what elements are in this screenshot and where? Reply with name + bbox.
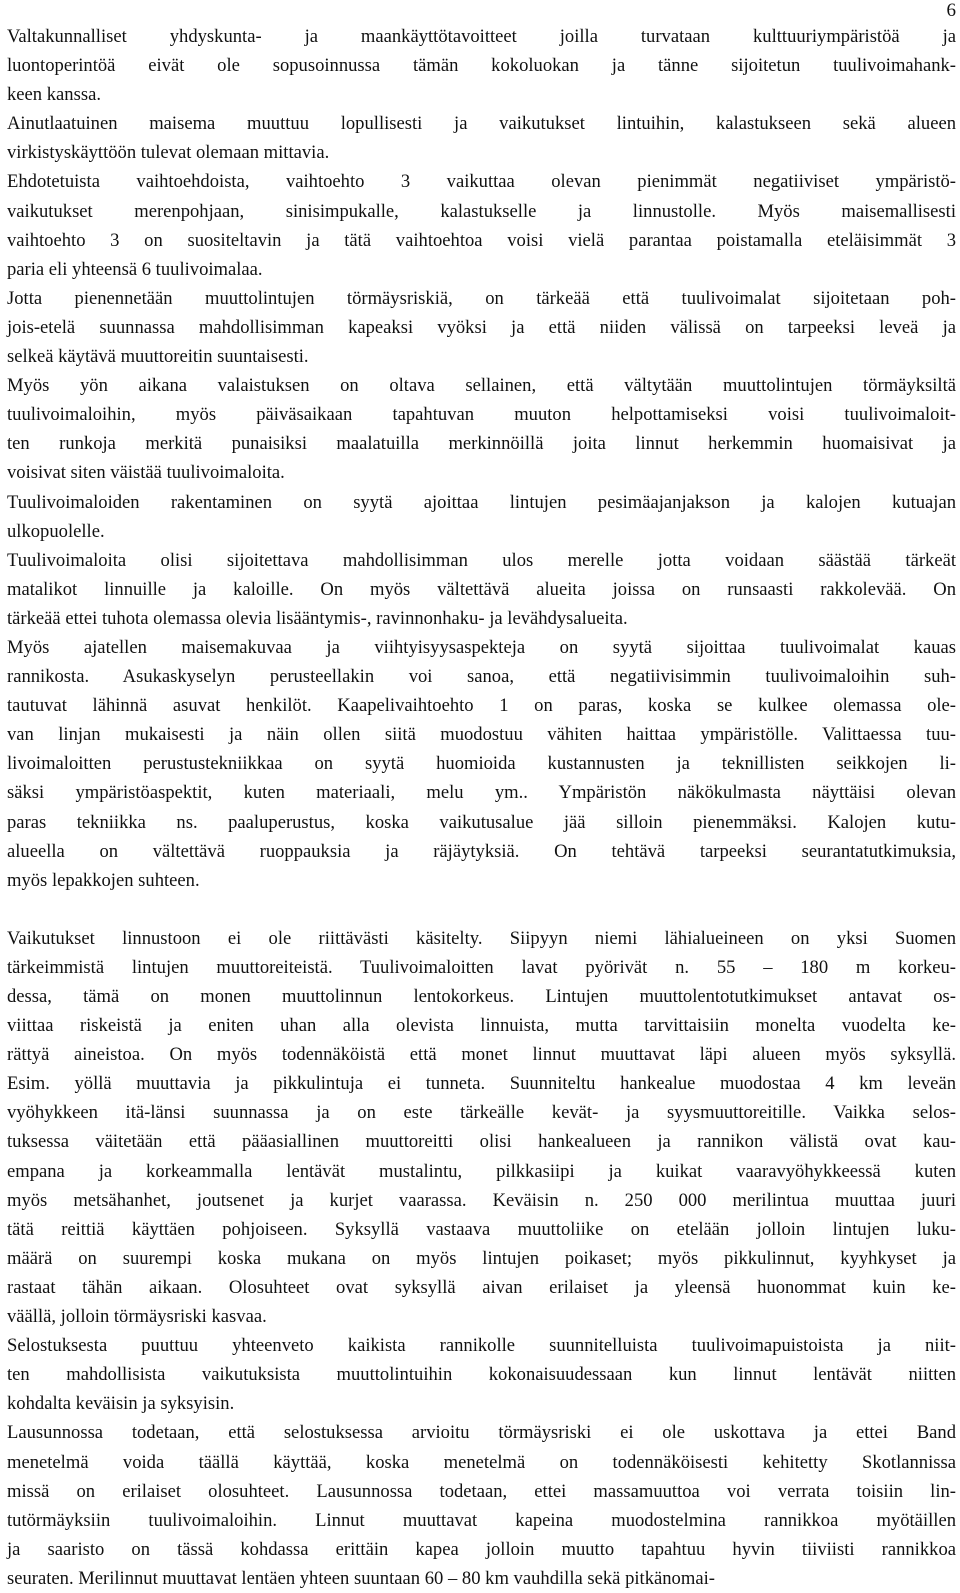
page-number: 6	[946, 0, 956, 21]
text-line: säksi ympäristöaspektit, kuten materiaali, melu ym.. Ympäristön näkökulmasta näyttäisi olevan	[7, 782, 956, 804]
text-line: Tuulivoimaloiden rakentaminen on syytä ajoittaa lintujen pesimäajanjakson ja kalojen kutuajan	[7, 491, 956, 513]
text-line: ten mahdollisista vaikutuksista muuttolintuihin kokonaisuudessaan kun linnut lentävät niitten	[7, 1364, 956, 1386]
text-line: van linjan mukaisesti ja näin ollen siitä muodostuu vähiten haittaa ympäristölle. Valittaessa tuu-	[7, 724, 956, 746]
text-line: tuksessa väitetään että pääasiallinen muuttoreitti olisi hankealueen ja rannikon välistä ovat kau-	[7, 1131, 956, 1153]
text-line: livoimaloitten perustustekniikkaa on syytä huomioida kustannusten ja teknillisten seikkojen li-	[7, 753, 956, 775]
text-line: matalikot linnuille ja kaloille. On myös vältettävä alueita joissa on runsaasti rakkolevää. On	[7, 578, 956, 600]
text-line: missä on erilaiset olosuhteet. Lausunnossa todetaan, ettei massamuuttoa voi verrata toisiin lin-	[7, 1480, 956, 1502]
text-line: tautuvat lähinnä asuvat henkilöt. Kaapelivaihtoehto 1 on paras, koska se kulkee olemassa ole-	[7, 695, 956, 717]
text-line: väällä, jolloin törmäysriski kasvaa.	[7, 1306, 267, 1328]
text-line: Ehdotetuista vaihtoehdoista, vaihtoehto 3 vaikuttaa olevan pienimmät negatiiviset ympäristö-	[7, 171, 956, 193]
text-line: paria eli yhteensä 6 tuulivoimalaa.	[7, 258, 263, 280]
text-line: ten runkoja merkitä punaisiksi maalatuilla merkinnöillä joita linnut herkemmin huomaisivat ja	[7, 433, 956, 455]
text-line: rastaat tähän aikaan. Olosuhteet ovat syksyllä aivan erilaiset ja yleensä huonommat kuin ke-	[7, 1276, 956, 1298]
text-line: empana ja korkeammalla lentävät mustalintu, pilkkasiipi ja kuikat vaaravyöhykkeessä kuten	[7, 1160, 956, 1182]
text-line: selkeä käytävä muuttoreitin suuntaisesti.	[7, 346, 309, 368]
text-line: Ainutlaatuinen maisema muuttuu lopullisesti ja vaikutukset lintuihin, kalastukseen sekä alueen	[7, 113, 956, 135]
text-line: Selostuksesta puuttuu yhteenveto kaikista rannikolle suunnitelluista tuulivoimapuistoista ja niit-	[7, 1335, 956, 1357]
text-line: rättyä aineistoa. On myös todennäköistä että monet linnut muuttavat läpi alueen myös syksyllä.	[7, 1044, 956, 1066]
text-line: tärkeimmistä lintujen muuttoreiteistä. Tuulivoimaloitten lavat pyörivät n. 55 – 180 m korkeu-	[7, 956, 956, 978]
text-line: ulkopuolelle.	[7, 520, 105, 542]
text-line: tuulivoimaloihin, myös päiväsaikaan tapahtuvan muuton helpottamiseksi voisi tuulivoimaloit-	[7, 404, 956, 426]
paragraph	[7, 22, 956, 109]
text-line: määrä on suurempi koska mukana on myös lintujen poikaset; myös pikkulinnut, kyyhkyset ja	[7, 1247, 956, 1269]
text-line: ja saaristo on tässä kohdassa erittäin kapea jolloin muutto tapahtuu hyvin tiiviisti rannikkoa	[7, 1538, 956, 1560]
text-line: rannikosta. Asukaskyselyn perusteellakin voi sanoa, että negatiivisimmin tuulivoimaloihin suh-	[7, 666, 956, 688]
text-line: myös metsähanhet, joutsenet ja kurjet vaarassa. Keväisin n. 250 000 merilintua muuttaa juuri	[7, 1189, 956, 1211]
text-line: Tuulivoimaloita olisi sijoitettava mahdollisimman ulos merelle jotta voidaan säästää tärkeät	[7, 549, 956, 571]
text-line: Jotta pienennetään muuttolintujen törmäysriskiä, on tärkeää että tuulivoimalat sijoitetaan poh-	[7, 287, 956, 309]
text-line: seuraten. Merilinnut muuttavat lentäen yhteen suuntaan 60 – 80 km vauhdilla sekä pitkänomai-	[7, 1567, 715, 1589]
text-line: paras tekniikka ns. paaluperustus, koska vaikutusalue jää silloin pienemmäksi. Kalojen kutu-	[7, 811, 956, 833]
paragraph	[7, 109, 956, 167]
paragraph	[7, 633, 956, 895]
text-line: vaihtoehto 3 on suositeltavin ja tätä vaihtoehtoa voisi vielä parantaa poistamalla eteläisimmät 3	[7, 229, 956, 251]
text-line: Myös yön aikana valaistuksen on oltava sellainen, että vältytään muuttolintujen törmäyksiltä	[7, 375, 956, 397]
paragraph	[7, 1331, 956, 1418]
text-line: Myös ajatellen maisemakuvaa ja viihtyisyysaspekteja on syytä sijoittaa tuulivoimalat kauas	[7, 636, 956, 658]
paragraph	[7, 924, 956, 1331]
paragraph	[7, 371, 956, 487]
text-line: keen kanssa.	[7, 84, 101, 106]
text-line: Valtakunnalliset yhdyskunta- ja maankäyttötavoitteet joilla turvataan kulttuuriympäristöä ja	[7, 26, 956, 47]
paragraph	[7, 546, 956, 633]
text-line: tutörmäyksiin tuulivoimaloihin. Linnut muuttavat kapeina muodostelmina rannikkoa myötäillen	[7, 1509, 956, 1531]
text-line: myös lepakkojen suhteen.	[7, 869, 200, 891]
paragraph	[7, 284, 956, 371]
text-line: virkistyskäyttöön tulevat olemaan mittavia.	[7, 142, 330, 164]
text-line: viittaa riskeistä ja eniten uhan alla olevista linnuista, mutta tarvittaisiin monelta vuodelta ke-	[7, 1015, 956, 1037]
text-line: Vaikutukset linnustoon ei ole riittävästi käsitelty. Siipyyn niemi lähialueineen on yksi Suomen	[7, 927, 956, 949]
text-line: dessa, tämä on monen muuttolinnun lentokorkeus. Lintujen muuttolentotutkimukset antavat os-	[7, 986, 956, 1007]
text-line: Lausunnossa todetaan, että selostuksessa arvioitu törmäysriski ei ole uskottava ja ettei Band	[7, 1422, 956, 1444]
text-line: vaikutukset merenpohjaan, sinisimpukalle, kalastukselle ja linnustolle. Myös maisemallisesti	[7, 200, 956, 222]
text-line: jois-etelä suunnassa mahdollisimman kapeaksi vyöksi ja että niiden välissä on tarpeeksi leveä ja	[7, 316, 956, 338]
paragraph	[7, 488, 956, 546]
text-line: vyöhykkeen itä-länsi suunnassa ja on este tärkeälle kevät- ja syysmuuttoreitille. Vaikka selos-	[7, 1102, 956, 1124]
text-line: Esim. yöllä muuttavia ja pikkulintuja ei tunneta. Suunniteltu hankealue muodostaa 4 km leveän	[7, 1073, 956, 1095]
text-line: kohdalta keväisin ja syksyisin.	[7, 1393, 235, 1415]
text-line: alueella on vältettävä ruoppauksia ja räjäytyksiä. On tehtävä tarpeeksi seurantatutkimuksia,	[7, 840, 956, 862]
paragraph	[7, 167, 956, 283]
text-line: menetelmä voida täällä käyttää, koska menetelmä on todennäköisesti kehitetty Skotlannissa	[7, 1451, 956, 1473]
text-line: luontoperintöä eivät ole sopusoinnussa tämän kokoluokan ja tänne sijoitetun tuulivoimahank-	[7, 55, 956, 77]
text-line: voisivat siten väistää tuulivoimaloita.	[7, 462, 285, 484]
document-body	[7, 22, 956, 1593]
text-line: tätä reittiä käyttäen pohjoiseen. Syksyllä vastaava muuttoliike on etelään jolloin lintujen luku-	[7, 1218, 956, 1240]
text-line: tärkeää ettei tuhota olemassa olevia lisääntymis-, ravinnonhaku- ja levähdysalueita.	[7, 607, 628, 629]
